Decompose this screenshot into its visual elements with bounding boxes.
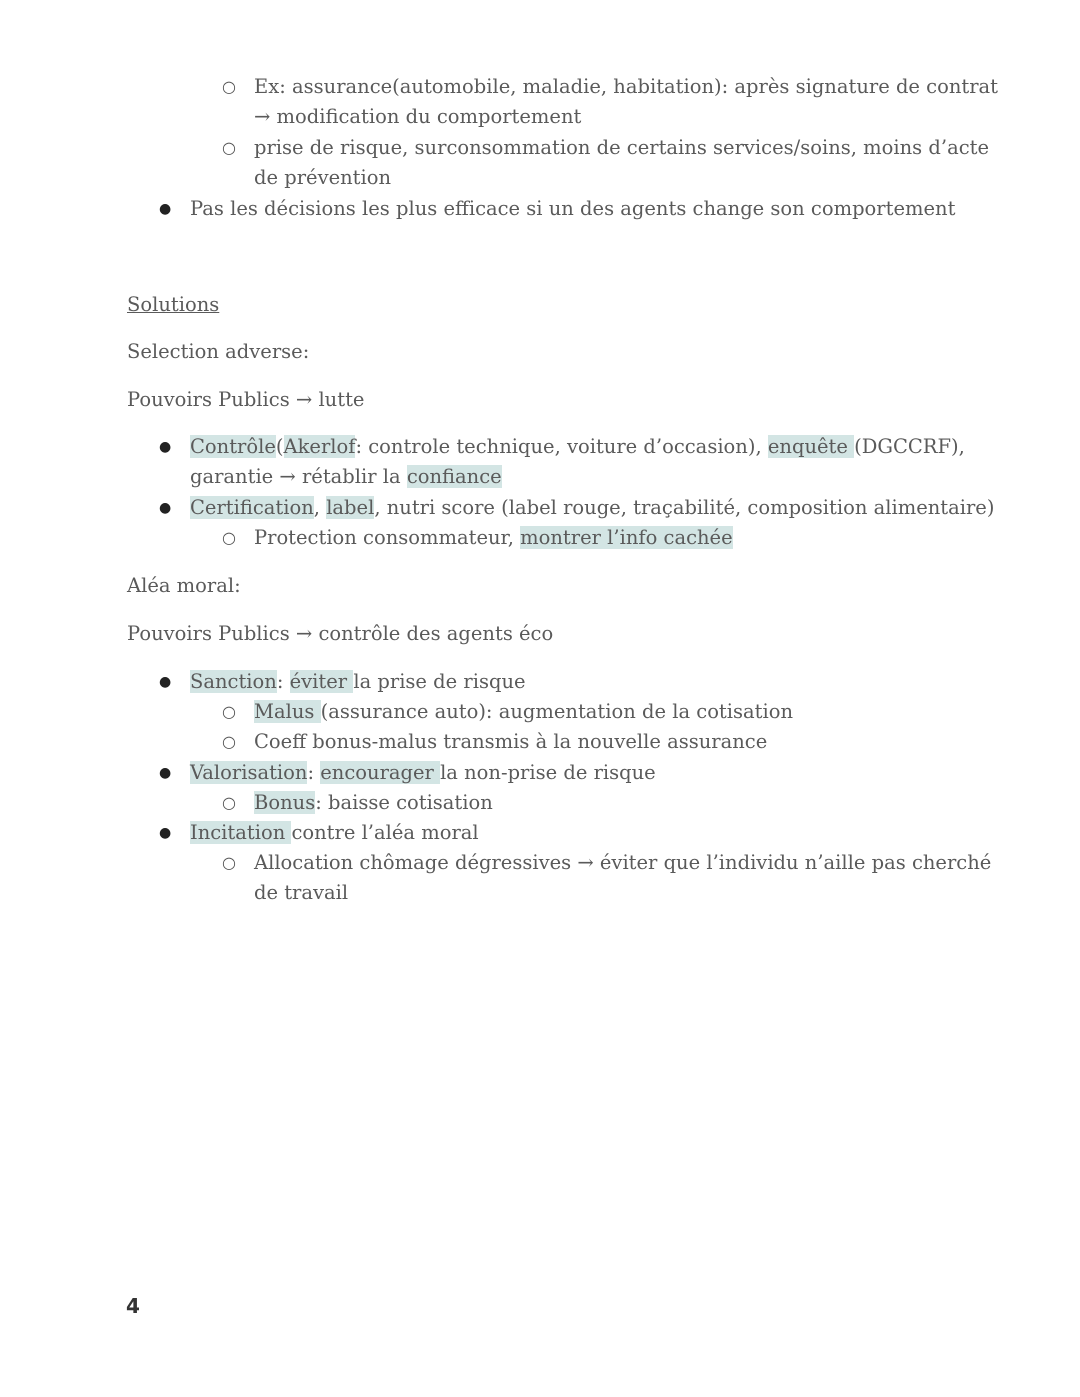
list-item: Ex: assurance(automobile, maladie, habitation): après signature de contrat (254, 75, 999, 98)
highlight: Bonus (254, 791, 316, 814)
highlight: éviter (289, 670, 354, 693)
list-item: prise de risque, surconsommation de certains services/soins, moins d’acte (254, 136, 989, 159)
list-item (254, 788, 493, 818)
list-item (190, 432, 965, 462)
sub-bullet: ○ (222, 528, 236, 547)
text: garantie → rétablir la (190, 465, 407, 488)
text: : (276, 670, 290, 693)
highlight: Contrôle (190, 435, 276, 458)
list-item (190, 758, 656, 788)
section-heading: Solutions (127, 293, 220, 316)
text: contre l’aléa moral (291, 821, 479, 844)
highlight: Incitation (190, 821, 292, 844)
sub-bullet: ○ (222, 853, 236, 872)
highlight: montrer l’info cachée (520, 526, 733, 549)
text: , nutri score (label rouge, traçabilité, composition alimentaire) (374, 496, 995, 519)
text: : (307, 761, 321, 784)
page-number: 4 (126, 1294, 140, 1318)
list-item (254, 523, 733, 553)
list-item (190, 667, 526, 697)
list-item: → modification du comportement (254, 105, 582, 128)
list-item: Allocation chômage dégressives → éviter que l’individu n’aille pas cherché (254, 851, 992, 874)
bullet: ● (159, 500, 172, 516)
text: : baisse cotisation (315, 791, 493, 814)
text: : controle technique, voiture d’occasion), (355, 435, 768, 458)
highlight: Certification (190, 496, 314, 519)
paragraph: Aléa moral: (127, 574, 241, 597)
text: (DGCCRF), (854, 435, 965, 458)
list-item (254, 697, 793, 727)
paragraph: Pouvoirs Publics → contrôle des agents éco (127, 622, 554, 645)
highlight: Malus (254, 700, 321, 723)
text: (assurance auto): augmentation de la cotisation (320, 700, 794, 723)
sub-bullet: ○ (222, 732, 236, 751)
list-item: de prévention (254, 166, 392, 189)
highlight: Sanction (190, 670, 277, 693)
bullet: ● (159, 765, 172, 781)
list-item: de travail (254, 881, 349, 904)
paragraph: Selection adverse: (127, 340, 310, 363)
highlight: encourager (320, 761, 441, 784)
highlight: enquête (767, 435, 855, 458)
sub-bullet: ○ (222, 702, 236, 721)
sub-bullet: ○ (222, 138, 236, 157)
highlight: label (326, 496, 375, 519)
text: Protection consommateur, (254, 526, 521, 549)
text: la non-prise de risque (440, 761, 656, 784)
highlight: Akerlof (283, 435, 356, 458)
text: , (313, 496, 327, 519)
list-item (190, 493, 994, 523)
sub-bullet: ○ (222, 77, 236, 96)
highlight: Valorisation (190, 761, 308, 784)
highlight: confiance (406, 465, 502, 488)
list-item: Pas les décisions les plus efficace si un des agents change son comportement (190, 197, 956, 220)
bullet: ● (159, 439, 172, 455)
list-item: Coeff bonus-malus transmis à la nouvelle assurance (254, 730, 768, 753)
list-item (190, 462, 502, 492)
text: ( (275, 435, 284, 458)
bullet: ● (159, 201, 172, 217)
text: la prise de risque (353, 670, 526, 693)
sub-bullet: ○ (222, 793, 236, 812)
bullet: ● (159, 674, 172, 690)
list-item (190, 818, 479, 848)
paragraph: Pouvoirs Publics → lutte (127, 388, 365, 411)
bullet: ● (159, 825, 172, 841)
